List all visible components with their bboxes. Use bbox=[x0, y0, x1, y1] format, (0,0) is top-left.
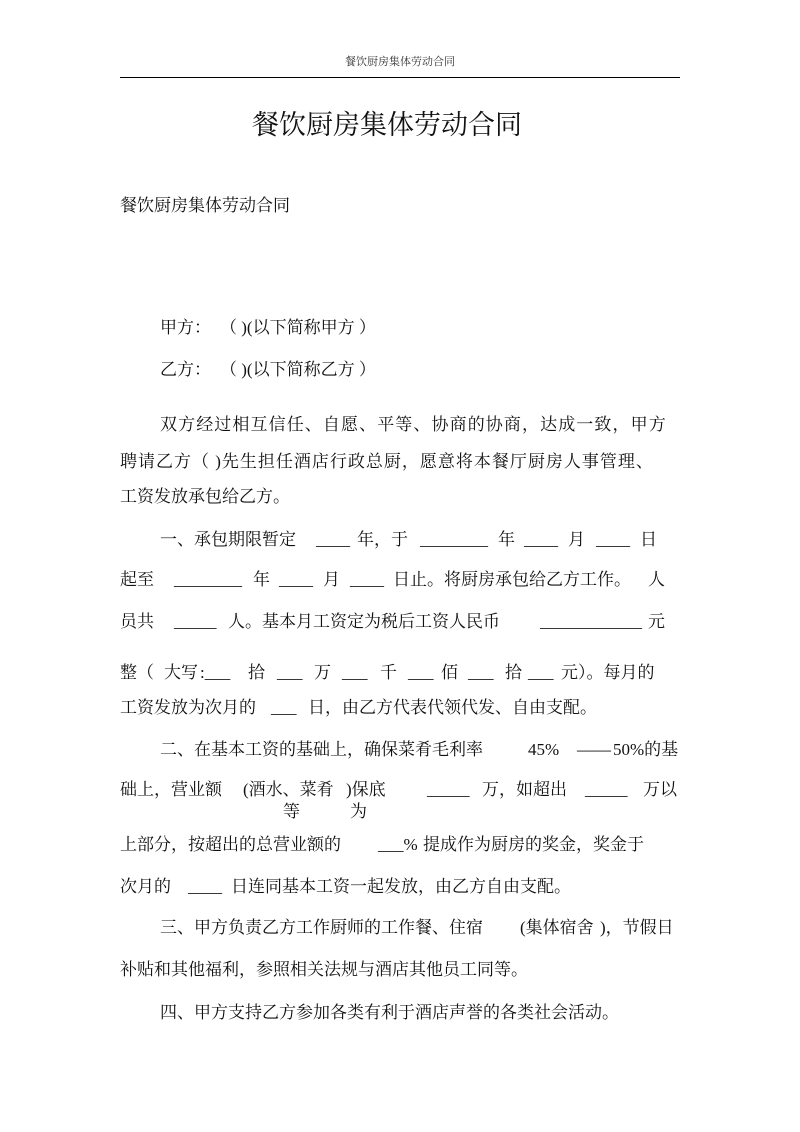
clause-text: 整（ bbox=[120, 663, 154, 682]
clause-text: (酒水、菜肴 bbox=[243, 780, 334, 799]
party-a-line bbox=[0, 317, 800, 339]
clause-2-line bbox=[0, 834, 800, 856]
clause-text: 一、承包期限暂定 bbox=[160, 530, 296, 549]
clause-1-line bbox=[0, 529, 800, 551]
blank-underline: ____________ bbox=[540, 612, 642, 631]
clause-text: 月 bbox=[568, 530, 585, 549]
clause-2-subline bbox=[0, 801, 800, 823]
blank-underline: ___ bbox=[271, 698, 297, 717]
clause-text: 大写 bbox=[164, 663, 198, 682]
clause-text: 补贴和其他福利，参照相关法规与酒店其他员工同等。 bbox=[120, 960, 528, 979]
clause-1-line bbox=[0, 569, 800, 591]
clause-text: 50%的基 bbox=[613, 740, 679, 759]
clause-text: 千 bbox=[380, 663, 397, 682]
clause-text: —— bbox=[577, 740, 611, 759]
clause-text: 三、甲方负责乙方工作厨师的工作餐、住宿 bbox=[160, 918, 483, 937]
preamble-line bbox=[0, 414, 800, 436]
blank-underline: _____ bbox=[585, 780, 628, 799]
blank-underline: ________ bbox=[420, 530, 488, 549]
blank-underline: _____ bbox=[427, 780, 470, 799]
clause-1-line bbox=[0, 611, 800, 633]
party-b-text: （ )(以下简称乙方 ） bbox=[220, 360, 376, 379]
clause-text: 提成作为厨房的奖金，奖金于 bbox=[423, 835, 644, 854]
party-a-text: （ )(以下简称甲方 ） bbox=[220, 318, 376, 337]
clause-text: 等 bbox=[283, 802, 300, 821]
document-subtitle: 餐饮厨房集体劳动合同 bbox=[120, 196, 290, 215]
blank-underline: ____ bbox=[350, 570, 384, 589]
clause-text: 为 bbox=[350, 802, 367, 821]
header-rule bbox=[120, 77, 680, 78]
clause-1-line bbox=[0, 662, 800, 684]
document-title: 餐饮厨房集体劳动合同 bbox=[252, 110, 522, 140]
blank-underline: :___ bbox=[200, 663, 231, 682]
blank-underline: ____ bbox=[279, 570, 313, 589]
clause-text: 万 bbox=[314, 663, 331, 682]
clause-text: 年 bbox=[253, 570, 270, 589]
clause-text: )，节假日 bbox=[600, 918, 674, 937]
clause-text: 日，由乙方代表代领代发、自由支配。 bbox=[308, 698, 597, 717]
clause-text: )保底 bbox=[346, 780, 386, 799]
clause-text: 上部分，按超出的总营业额的 bbox=[120, 835, 341, 854]
running-header: 餐饮厨房集体劳动合同 bbox=[345, 56, 455, 68]
clause-text: 日 bbox=[640, 530, 657, 549]
clause-2-line bbox=[0, 876, 800, 898]
clause-1-line bbox=[0, 697, 800, 719]
clause-4-line bbox=[0, 1002, 800, 1024]
blank-underline: ____ bbox=[316, 530, 350, 549]
clause-text: 日连同基本工资一起发放，由乙方自由支配。 bbox=[231, 877, 571, 896]
clause-text: 工资发放为次月的 bbox=[120, 698, 256, 717]
party-b-label: 乙方： bbox=[160, 360, 211, 379]
blank-underline: _____ bbox=[174, 612, 217, 631]
blank-underline: ____ bbox=[188, 877, 222, 896]
clause-text: 拾 bbox=[505, 663, 522, 682]
clause-2-line bbox=[0, 739, 800, 761]
clause-text: 元）。每月的 bbox=[561, 663, 655, 682]
blank-underline: ___ bbox=[528, 663, 554, 682]
clause-3-line bbox=[0, 917, 800, 939]
blank-underline: ________ bbox=[174, 570, 242, 589]
preamble-line bbox=[0, 486, 800, 508]
clause-text: (集体宿舍 bbox=[520, 918, 594, 937]
blank-underline: ___ bbox=[408, 663, 434, 682]
clause-text: 拾 bbox=[248, 663, 265, 682]
clause-text: 月 bbox=[323, 570, 340, 589]
clause-text: 元 bbox=[648, 612, 665, 631]
clause-text: 年，于 bbox=[357, 530, 408, 549]
clause-text: 日止。将厨房承包给乙方工作。 bbox=[393, 570, 631, 589]
clause-text: 起至 bbox=[120, 570, 154, 589]
preamble-text: 聘请乙方（ )先生担任酒店行政总厨，愿意将本餐厅厨房人事管理、 bbox=[120, 452, 654, 471]
blank-underline: ___ bbox=[277, 663, 303, 682]
clause-text: 人 bbox=[648, 570, 665, 589]
clause-text: 础上，营业额 bbox=[120, 780, 222, 799]
clause-text: 四、甲方支持乙方参加各类有利于酒店声誉的各类社会活动。 bbox=[160, 1003, 619, 1022]
clause-text: 45% bbox=[528, 740, 560, 759]
clause-2-line bbox=[0, 779, 800, 801]
clause-text: 二、在基本工资的基础上，确保菜肴毛利率 bbox=[160, 740, 483, 759]
party-a-label: 甲方： bbox=[160, 318, 211, 337]
clause-text: 人。基本月工资定为税后工资人民币 bbox=[228, 612, 500, 631]
preamble-text: 双方经过相互信任、自愿、平等、协商的协商，达成一致，甲方 bbox=[160, 415, 667, 434]
clause-text: 员共 bbox=[120, 612, 154, 631]
blank-underline: ____ bbox=[596, 530, 630, 549]
blank-underline: ____ bbox=[524, 530, 558, 549]
party-b-line bbox=[0, 359, 800, 381]
clause-text: 佰 bbox=[441, 663, 458, 682]
blank-underline: ___ bbox=[342, 663, 368, 682]
clause-text: 次月的 bbox=[120, 877, 171, 896]
clause-text: 万，如超出 bbox=[482, 780, 567, 799]
blank-underline: ___% bbox=[378, 835, 418, 854]
preamble-text: 工资发放承包给乙方。 bbox=[120, 487, 290, 506]
blank-underline: ___ bbox=[468, 663, 494, 682]
preamble-line bbox=[0, 451, 800, 473]
clause-3-line bbox=[0, 959, 800, 981]
clause-text: 年 bbox=[498, 530, 515, 549]
clause-text: 万以 bbox=[643, 780, 677, 799]
